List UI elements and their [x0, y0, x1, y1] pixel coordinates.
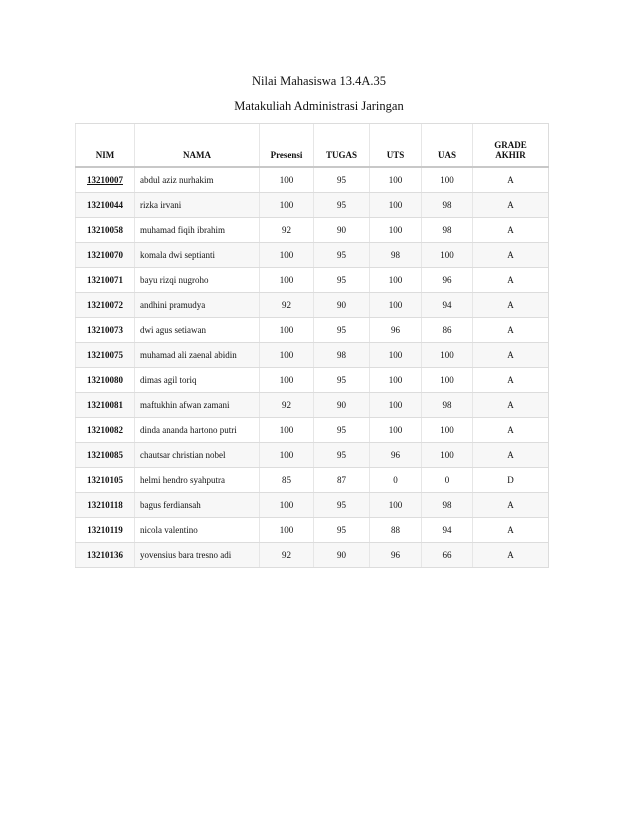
header-nama: NAMA: [135, 124, 260, 168]
cell-grade: A: [473, 443, 549, 468]
table-row: [76, 167, 549, 193]
cell-presensi: 100: [260, 493, 314, 518]
cell-uts: 88: [370, 518, 422, 543]
cell-presensi: 100: [260, 243, 314, 268]
cell-uas: 98: [422, 218, 473, 243]
cell-grade: A: [473, 493, 549, 518]
table-row: [76, 543, 549, 568]
cell-nim: 13210105: [76, 468, 135, 493]
cell-tugas: 95: [314, 443, 370, 468]
cell-uas: 98: [422, 493, 473, 518]
cell-nim: 13210075: [76, 343, 135, 368]
cell-tugas: 90: [314, 293, 370, 318]
cell-tugas: 95: [314, 243, 370, 268]
grades-table: [75, 123, 549, 568]
cell-nim[interactable]: [76, 167, 135, 193]
cell-tugas: 87: [314, 468, 370, 493]
cell-nama: yovensius bara tresno adi: [135, 543, 260, 568]
cell-presensi: 92: [260, 293, 314, 318]
cell-grade: A: [473, 393, 549, 418]
cell-uas: 98: [422, 393, 473, 418]
cell-uas: 94: [422, 293, 473, 318]
cell-presensi: 100: [260, 268, 314, 293]
cell-uts: 100: [370, 293, 422, 318]
cell-uas: 100: [422, 443, 473, 468]
cell-nama: bayu rizqi nugroho: [135, 268, 260, 293]
table-row: [76, 443, 549, 468]
cell-tugas: 95: [314, 318, 370, 343]
cell-nama: andhini pramudya: [135, 293, 260, 318]
cell-uts: 100: [370, 218, 422, 243]
header-grade-line1: GRADE: [494, 140, 527, 150]
cell-nama: maftukhin afwan zamani: [135, 393, 260, 418]
cell-uts: 98: [370, 243, 422, 268]
cell-uts: 96: [370, 318, 422, 343]
cell-uts: 96: [370, 443, 422, 468]
table-row: [76, 393, 549, 418]
cell-nim: 13210085: [76, 443, 135, 468]
cell-uts: 100: [370, 418, 422, 443]
cell-grade: A: [473, 268, 549, 293]
cell-nama: chautsar christian nobel: [135, 443, 260, 468]
cell-uas: 100: [422, 343, 473, 368]
cell-uts: 100: [370, 268, 422, 293]
nim-link[interactable]: 13210007: [87, 175, 123, 185]
cell-uas: 0: [422, 468, 473, 493]
cell-grade: A: [473, 193, 549, 218]
cell-nama: nicola valentino: [135, 518, 260, 543]
cell-nama: abdul aziz nurhakim: [135, 167, 260, 193]
cell-uts: 100: [370, 493, 422, 518]
cell-presensi: 100: [260, 368, 314, 393]
cell-tugas: 95: [314, 268, 370, 293]
cell-tugas: 90: [314, 393, 370, 418]
header-grade-line2: AKHIR: [495, 150, 526, 160]
cell-uts: 100: [370, 193, 422, 218]
cell-tugas: 98: [314, 343, 370, 368]
cell-presensi: 100: [260, 418, 314, 443]
cell-presensi: 92: [260, 218, 314, 243]
cell-nama: muhamad ali zaenal abidin: [135, 343, 260, 368]
cell-nama: muhamad fiqih ibrahim: [135, 218, 260, 243]
header-grade-akhir: [473, 124, 549, 168]
cell-nama: dinda ananda hartono putri: [135, 418, 260, 443]
cell-nama: rizka irvani: [135, 193, 260, 218]
cell-uts: 100: [370, 368, 422, 393]
table-row: [76, 493, 549, 518]
cell-uas: 100: [422, 368, 473, 393]
cell-nim: 13210082: [76, 418, 135, 443]
cell-tugas: 95: [314, 167, 370, 193]
cell-grade: A: [473, 243, 549, 268]
cell-uas: 66: [422, 543, 473, 568]
cell-grade: A: [473, 318, 549, 343]
cell-nama: bagus ferdiansah: [135, 493, 260, 518]
cell-nama: dwi agus setiawan: [135, 318, 260, 343]
cell-grade: A: [473, 167, 549, 193]
cell-nim: 13210080: [76, 368, 135, 393]
cell-nim: 13210044: [76, 193, 135, 218]
cell-uts: 100: [370, 343, 422, 368]
cell-nim: 13210072: [76, 293, 135, 318]
cell-grade: D: [473, 468, 549, 493]
cell-presensi: 100: [260, 343, 314, 368]
table-row: [76, 368, 549, 393]
cell-nama: dimas agil toriq: [135, 368, 260, 393]
cell-presensi: 100: [260, 318, 314, 343]
cell-uas: 94: [422, 518, 473, 543]
cell-grade: A: [473, 218, 549, 243]
cell-tugas: 90: [314, 218, 370, 243]
cell-tugas: 95: [314, 493, 370, 518]
cell-uts: 100: [370, 393, 422, 418]
cell-nim: 13210058: [76, 218, 135, 243]
header-presensi: Presensi: [260, 124, 314, 168]
cell-grade: A: [473, 343, 549, 368]
cell-tugas: 95: [314, 518, 370, 543]
cell-nim: 13210071: [76, 268, 135, 293]
cell-presensi: 100: [260, 193, 314, 218]
page-title: Nilai Mahasiswa 13.4A.35: [251, 74, 386, 88]
cell-uas: 86: [422, 318, 473, 343]
table-row: [76, 518, 549, 543]
cell-grade: A: [473, 543, 549, 568]
cell-grade: A: [473, 293, 549, 318]
cell-tugas: 95: [314, 418, 370, 443]
cell-uts: 100: [370, 167, 422, 193]
cell-uts: 96: [370, 543, 422, 568]
cell-grade: A: [473, 518, 549, 543]
header-tugas: TUGAS: [314, 124, 370, 168]
cell-grade: A: [473, 368, 549, 393]
cell-presensi: 100: [260, 443, 314, 468]
cell-uas: 100: [422, 243, 473, 268]
table-row: [76, 268, 549, 293]
table-body: [76, 167, 549, 568]
cell-uas: 98: [422, 193, 473, 218]
cell-nama: helmi hendro syahputra: [135, 468, 260, 493]
table-row: [76, 468, 549, 493]
cell-presensi: 100: [260, 518, 314, 543]
cell-presensi: 92: [260, 543, 314, 568]
header-uas: UAS: [422, 124, 473, 168]
table-row: [76, 243, 549, 268]
table-row: [76, 318, 549, 343]
cell-grade: A: [473, 418, 549, 443]
table-row: [76, 218, 549, 243]
cell-nim: 13210136: [76, 543, 135, 568]
cell-uas: 100: [422, 167, 473, 193]
table-row: [76, 418, 549, 443]
header-nim: NIM: [76, 124, 135, 168]
cell-uas: 96: [422, 268, 473, 293]
page-subtitle: Matakuliah Administrasi Jaringan: [234, 99, 404, 113]
cell-presensi: 100: [260, 167, 314, 193]
cell-presensi: 85: [260, 468, 314, 493]
cell-uts: 0: [370, 468, 422, 493]
cell-nim: 13210070: [76, 243, 135, 268]
cell-presensi: 92: [260, 393, 314, 418]
table-row: [76, 343, 549, 368]
cell-tugas: 95: [314, 368, 370, 393]
cell-nama: komala dwi septianti: [135, 243, 260, 268]
header-uts: UTS: [370, 124, 422, 168]
cell-nim: 13210073: [76, 318, 135, 343]
header-row: [76, 124, 549, 168]
table-row: [76, 293, 549, 318]
cell-nim: 13210119: [76, 518, 135, 543]
table-row: [76, 193, 549, 218]
cell-nim: 13210081: [76, 393, 135, 418]
cell-tugas: 90: [314, 543, 370, 568]
cell-nim: 13210118: [76, 493, 135, 518]
cell-tugas: 95: [314, 193, 370, 218]
cell-uas: 100: [422, 418, 473, 443]
